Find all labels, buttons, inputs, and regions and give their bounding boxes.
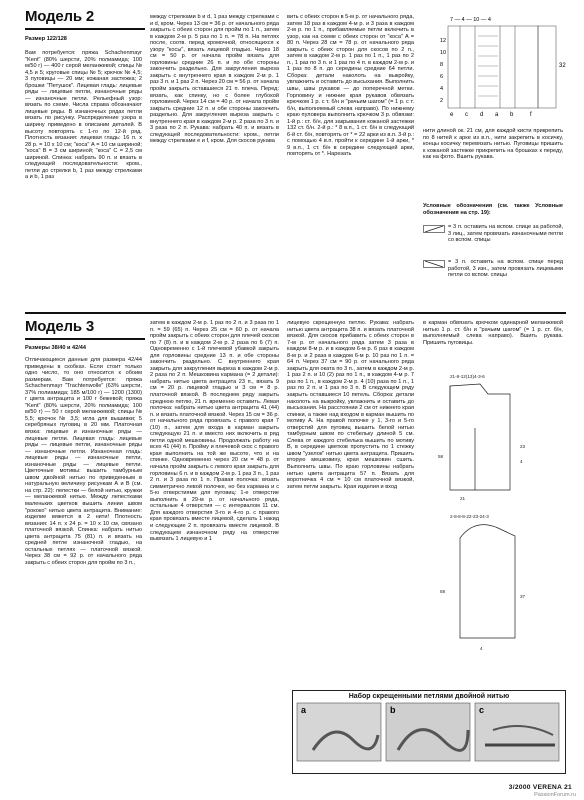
chart-letter-e: e <box>450 112 454 118</box>
model2-chart-diagram <box>420 12 570 122</box>
schematic-body <box>450 384 510 490</box>
model2-column-4: нити длиной ок. 21 см, для каждой кисти прикрепить по 8 нитей к арке из в.п., нити закрепить в косичку, концы косичку перевязать нитью. Пуговицы пришить к кожаной застежке прикрепить на брошках к переду, как на фото. Вшить рукава. <box>423 128 563 161</box>
svg-text:58: 58 <box>440 589 446 594</box>
chart-num-4: 8 <box>440 62 444 68</box>
model2-legend-title: Условные обозначения (см. также Условные обозначения на стр. 19): <box>423 203 563 216</box>
svg-text:4: 4 <box>520 459 523 464</box>
model2-size-label: Размер 122/128 <box>25 36 67 42</box>
svg-text:4: 4 <box>480 646 483 651</box>
model3-column-1: Отличающиеся данные для размера 42/44 приведены в скобках. Если стоит только одно число, то оно относится к обоим размерам. Вам потребуется: пряжа Schachenmayr "Trachtenwolle" (63% шерсти, 37% полиамида; 185 м/100 г) — 1200 (1300) г цвета антрацита и 100 г бежевой; пряжа "Kent" (80% шерсти, 20% полиамида; 100 м/50 г) — 50 г серой меланжевой; спицы № 5,5; крючок № 3,5; игла для вышивки; 5 серебряных пуговиц в 20 мм. Платочная вязка: лицевые и изнаночные ряды — лицевые петли. Лицевая гладь: лицевые ряды — лицевые петли, изнаночные ряды — изнаночные петли. Изнаночная гладь: лицевые ряды — изнаночные петли, изнаночные ряды — лицевые петли. Цветочные мотивы: вышить тамбурным швом двойной нитью по приведенным в натуральную величину рисункам А и В (см. на стр. 22): лепестки — белой нитью, кружки — меланжевой нитью. Между лепестками маленьких цветков вышить линии швом "рококо" нитью цвета антрацита. Внимание: изделие вяжется в 2 нити! Плотность вязания: 14 п. х 24 р. = 10 х 10 см, связано платочной вязкой. Спинка: набрать нитью цвета антрацита 75 (81) п. и вязать на средней петле изнаночной гладью, на остальных петлях — платочной вязкой. Через 38 см = 92 р. от начального ряда закрыть с обеих сторон для пройм по 3 п., <box>25 357 142 566</box>
schematic-sleeve <box>460 525 515 638</box>
model3-column-2: затем в каждом 2-м р. 1 раз по 2 п. и 3 раза по 1 п. = 59 (65) п. Через 25 см = 60 р. от начала пройм закрыть с обеих сторон для плечей скосов по 7 (8) п. и в каждом 2-м р. 2 раза по 6 (7) п. Одновременно с 1-й плечевой убавкой закрыть для горловины средние 13 п. и обе стороны закончить раздельно. С внутреннего края закрыть для закругления выреза в каждом 2-м р. 2 раза по 2 п. Мешковина кармана (= 2 детали): набрать нитью цвета антрацита 23 п., вязать 9 см = 20 р. лицевой гладью и 3 см = 8 р. платочной вязкой. В последнем ряду закрыть среднюю петлю, 21 п. временно оставить. Левая полочка: набрать нитью цвета антрацита 41 (44) п. и вязать платочной вязкой. Через 15 см = 36 р. от начального ряда провязать с правого края 7 (10) п., затем для входа в карман закрыть следующую 21 п. и вместо них включить в ряд петли одной мешковины. Продолжать работу на всех 41 (44) п. Пройму и плечевой скос с правого края выполнить на той же высоте, что и на спинке. Одновременно через 20 см = 48 р. от начала пройм закрыть с левого края закрыть для горловины 6 п. и в каждом 2-м р. 1 раз 3 п., 1 раз 2 п. и 3 раза по 1 п. Правая полочка: вязать симметрично левой полочке, но без кармана и с 5-ю отверстиями для пуговиц: 1-е отверстие выполнить в 29-м р. от начального ряда, остальные 4 отверстия — с интервалом 11 см. Для каждого отверстия 3-го и 4-го р. с правого края провязать вместе лицевой, сделать 1 накид и следующие 2 п. провязать вместе лицевой. В следующем изнаночном ряду на отверстие вывязать 1 лицевую и 1 <box>150 320 279 543</box>
model3-title: Модель 3 <box>25 318 94 335</box>
cable-front-icon <box>423 260 445 268</box>
photo-b <box>386 703 470 761</box>
photo-c <box>475 703 559 761</box>
model2-legend-1: = 3 п. оставить на вспом. спице за работой, 3 лиц., затем провязать изнаночными петли со вспом. спицы <box>448 224 563 244</box>
chart-letter-d: d <box>480 112 484 118</box>
svg-text:21-8-12(13)4-3-6: 21-8-12(13)4-3-6 <box>450 374 485 379</box>
chart-num-2: 12 <box>440 38 447 44</box>
schematic-labels <box>438 374 526 651</box>
svg-text:c: c <box>479 705 485 715</box>
model3-title-underline <box>25 338 145 340</box>
model3-schematic <box>420 368 570 668</box>
svg-text:23: 23 <box>520 444 526 449</box>
chart-num-6: 4 <box>440 86 444 92</box>
svg-text:21: 21 <box>460 496 466 501</box>
section-divider <box>25 312 566 314</box>
svg-text:2-8-8-8-22-23-24-3: 2-8-8-8-22-23-24-3 <box>450 514 489 519</box>
model2-legend-2: = 3 п. оставить на вспом. спице перед работой, 3 изн., затем провязать лицевыми петли со вспом. спицы <box>448 259 563 279</box>
model2-title: Модель 2 <box>25 8 94 25</box>
chart-grid <box>448 26 556 108</box>
svg-text:a: a <box>301 705 307 715</box>
chart-top-label: 7 — 4 — 10 — 4 <box>450 17 491 23</box>
chart-letter-c: c <box>465 112 468 118</box>
model2-title-underline <box>25 28 145 30</box>
model3-column-3: лицевую скрещенную петлю. Рукава: набрать нитью цвета антрацита 38 п. и вязать платочной вязкой. Для скосов прибавить с обеих сторон в 7-м р. от начального ряда затем 3 раза в каждом 8-м р. и в каждом 6-м р. 6 раз в каждом 8-м р. и 2 раза в каждом 6-м р. 10 раз по 1 п. = 64 п. Через 37 см = 90 р. от начального ряда закрыть для оката по 3 п., затем в каждом 2-м р. 1 раз 2 п. и 10 (2) раз по 1 п., в каждом 4-м р. 7 раз по 1 п., в каждом 2-м р. 4 (10) раза по 1 п., 1 раз по 2 п. и 1 раз по 3 п. В следующем ряду закрыть оставшиеся 10 петель. Сборка: детали наколоть на выкройку, увлажнить и оставить до высыхания. На расстоянии 2 см от нижнего края спинки, а также над входом в карман вышить по мотиву А. На правой полочке у 1, 3-го и 5-го отверстий для пуговиц вышить белой нитью тамбурным швом по стебельку длиной 5 см. Слева от каждого стебелька вышить по мотиву В, в середине цветков пропустить по 1 стежку швом "узелок" нитью цвета антрацита. Пришить вторую мешковину, края мешковин сшить. Выполнить швы. По краю горловины набрать нитью цвета антрацита 57 п. Вязать для воротничка 4 см = 10 см платочной вязкой, затем петли закрыть. Края изделия и вход <box>287 320 414 490</box>
model3-size-label: Размеры 38/40 и 42/44 <box>25 345 87 351</box>
photo-a <box>297 703 381 761</box>
svg-text:b: b <box>390 705 396 715</box>
chart-letter-f: f <box>530 112 532 118</box>
chart-letter-a: a <box>495 112 499 118</box>
cable-back-icon <box>423 225 445 233</box>
model2-column-2: между стрелками b и d, 1 раз между стрелками c и d, кром. Через 13 см = 36 р. от начального ряда закрыть с обеих сторон для пройм по 1 п., затем в каждом 2-м р. 5 раз по 1 п. = 78 п. На петлях после, соотв. перед кромочной, относящихся к узору "косы", вязать лицевой гладью. Через 18 см = 50 р. от начала пройм вязать для горловины средние 26 п. и по обе стороны закончить раздельно. Для закругления выреза закрыть с внутреннего края в каждом 2-м р. 1 раз 3 п. и 1 раз 2 п. Через 20 см = 56 р. от начала пройм закрыть оставшиеся 21 п. плеча. Перед: вязать, как спинку, но с более глубокой горловиной. Через 14 см = 40 р. от начала пройм закрыть средние 12 п. и обе стороны закончить раздельно. Для закругления выреза закрыть с внутреннего края в каждом 2-м р. 2 раза по 3 п. и 3 раза по 2 п. Рукава: набрать 40 п. и вязать в следующей последовательности: кром., петли между стрелками е и f, кром. Для скосов рукава <box>150 14 279 145</box>
model2-column-1: Вам потребуется: пряжа Schachenmayr "Kent" (80% шерсти, 20% полиамида; 100 м/50 г) — 400 г серой меланжевой; спицы № 4,5 и 5; круговые спицы № 5; крючок № 4,5; 3 пуговицы — 20 мм; кожаная застежка; 2 брошки "Петушок". Лицевая гладь: лицевые ряды — лицевые петли, изнаночные ряды — изнаночные петли. Рельефный узор: вязать по схеме. Числа справа обозначают лицевые ряды. В изнаночных рядах петли вязать по рисунку. Распределение узора в ширину приведено в описании деталей. В высоту повторять с 1-го по 12-й ряд. Плотность вязания: лицевая гладь: 16 п. х 28 р. = 10 х 10 см; "коса" А = 10 см шириной; "коса" В = 3 см шириной; "коса" С = 2,5 см шириной. Спинка: набрать 90 п. и вязать в следующей последовательности: кром., петли до стрелки b, 1 раз между стрелками a и b, 1 раз <box>25 50 142 181</box>
svg-text:58: 58 <box>438 454 444 459</box>
svg-text:37: 37 <box>520 594 526 599</box>
chart-hatching <box>478 36 498 96</box>
chart-letter-b: b <box>510 112 514 118</box>
chart-num-1: 32 <box>559 63 566 69</box>
chart-num-3: 10 <box>440 50 447 56</box>
model3-column-4: в карман обвязать крючком одинарной меланжевой нитью 1 р. ст. б/н и "рачьим шагом" (= 1 р. ст. б/н, выполняемый слева направо). Вшить рукава. Пришить пуговицы. <box>423 320 563 346</box>
chart-num-7: 2 <box>440 98 444 104</box>
model2-column-3: вить с обеих сторон в 5-м р. от начального ряда, затем 18 раз в каждом 4-м р. и 3 раза в каждом 2-м р. по 1 п., прибавляемые петли включить в узор, как на схеме с обеих сторон от "коса" А = 80 п. Через 28 см = 78 р. от начального ряда закрыть с обеих сторон для скосов по 2 п., затем в каждом 2-м р. 1 раз по 1 п., 1 раз по 2 п., 1 раз по 3 п. и 1 раз по 4 п. в каждом 2-м р. и 1 раз по 8 п. до середины средние 64 петли. Сборка: детали наколоть на выкройку, увлажнить и оставить до высыхания. Выполнить швы, швы рукавов — до поперечной метки. Горловину и нижние края рукавов обвязать крючком 1 р. с т. б/н и "рачьим шагом" (= 1 р. с т. б/н, выполняемый слева направо). По нижнему краю пуловера выполнить крючком 3 р. обвязки: 1-й р.: ст. б/н, для закрывания кожаной застежки 132 ст. б/н. 2-й р.: * 8 в.п., 1 ст. б/н в следующий 6-й ст. б/н, повторять от * = 22 арки из в.п. 3-й р.: с помощью 4 в.п. пройти к середине 1-й арки, * 9 в.п., 1 ст. б/н в середине следующей арки, повторять от *. Нарезать <box>287 14 414 158</box>
page-footer: 3/2000 VERENA 21 <box>508 784 572 791</box>
technique-photo-box <box>292 690 566 774</box>
chart-num-5: 6 <box>440 74 444 80</box>
technique-photo-title: Набор скрещенными петлями двойной нитью <box>348 693 510 700</box>
watermark: PassionForum.ru <box>534 792 576 798</box>
technique-photos <box>293 700 563 764</box>
